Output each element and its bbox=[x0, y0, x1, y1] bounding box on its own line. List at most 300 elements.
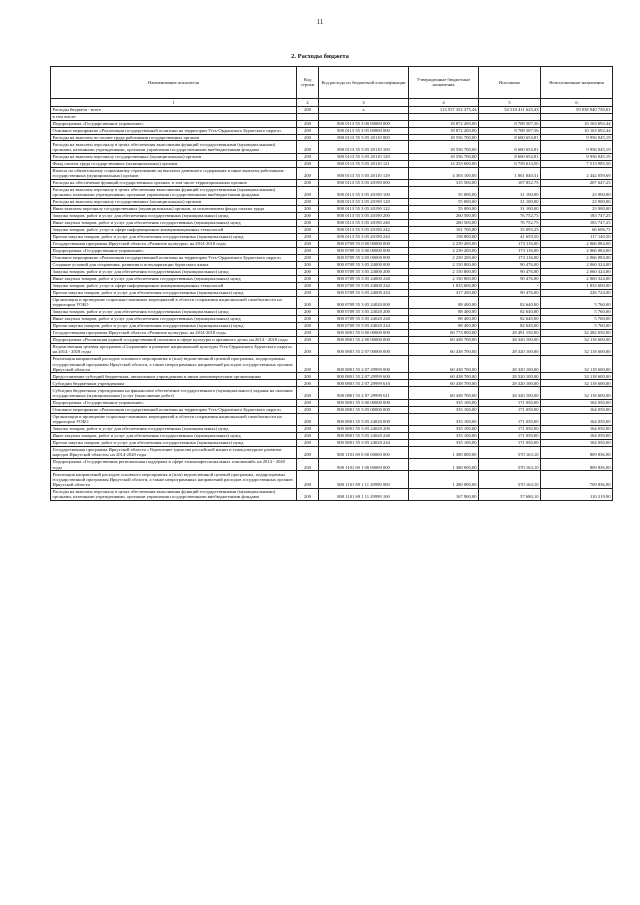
header-unexecuted: Неисполненные назначения bbox=[541, 67, 613, 99]
unexecuted-amount-cell: 2 066 084,00 bbox=[541, 247, 613, 254]
line-code-cell: 200 bbox=[297, 240, 319, 247]
approved-amount-cell: 60 438 700,00 bbox=[409, 356, 479, 373]
classification-code-cell: 800 1101 69 0 00 00000 000 bbox=[319, 446, 409, 458]
unexecuted-amount-cell: 183 747,25 bbox=[541, 219, 613, 226]
indicator-name-cell: Прочая закупка товаров, работ и услуг для обеспечения государственных (муниципальных) нужд bbox=[51, 233, 297, 240]
executed-amount-cell: 107 852,75 bbox=[479, 179, 541, 186]
line-code-cell: 200 bbox=[297, 425, 319, 432]
table-row bbox=[51, 160, 613, 167]
table-row bbox=[51, 387, 613, 399]
approved-amount-cell: 335 100,00 bbox=[409, 439, 479, 446]
approved-amount-cell: 60 773 800,00 bbox=[409, 329, 479, 336]
indicator-name-cell: Расходы на обеспечение функций государственных органов, в том числе территориальных органов bbox=[51, 179, 297, 186]
unexecuted-amount-cell: 110 219,90 bbox=[541, 488, 613, 500]
indicator-name-cell: Прочая закупка товаров, работ и услуг для обеспечения государственных (муниципальных) нужд bbox=[51, 322, 297, 329]
approved-amount-cell: 2 150 800,00 bbox=[409, 275, 479, 282]
unexecuted-amount-cell: 32 118 600,00 bbox=[541, 343, 613, 355]
table-row bbox=[51, 233, 613, 240]
executed-amount-cell: 8 600 654,81 bbox=[479, 141, 541, 153]
approved-amount-cell: 18 872 200,00 bbox=[409, 120, 479, 127]
executed-amount-cell: 8 600 654,81 bbox=[479, 153, 541, 160]
classification-code-cell: 800 0801 55 3 05 24020 244 bbox=[319, 439, 409, 446]
classification-code-cell: 800 0801 55 2 07 29999 000 bbox=[319, 356, 409, 373]
indicator-name-cell: Подпрограмма «Реализация единой государственной политики в сфере культуры и архивного дела» на 2014 - 2018 годы bbox=[51, 336, 297, 343]
column-number: 5 bbox=[479, 98, 541, 106]
table-row bbox=[51, 373, 613, 380]
indicator-name-cell: Создание условий для сохранения, развития и популяризации бурятского языка bbox=[51, 261, 297, 268]
indicator-name-cell: Расходы на выплаты персоналу в целях обеспечения выполнения функций государственными (муниципальными) органами, казенными учреждениями, органами управления государственными внебюджетными фондами bbox=[51, 186, 297, 198]
classification-code-cell: 800 0113 55 3 05 20190 244 bbox=[319, 233, 409, 240]
line-code-cell: 200 bbox=[297, 179, 319, 186]
table-row bbox=[51, 268, 613, 275]
line-code-cell: 200 bbox=[297, 406, 319, 413]
table-row bbox=[51, 120, 613, 127]
classification-code-cell: 800 0801 55 3 05 00000 000 bbox=[319, 406, 409, 413]
classification-code-cell: 800 0709 55 3 05 24000 240 bbox=[319, 275, 409, 282]
approved-amount-cell bbox=[409, 113, 479, 120]
approved-amount-cell: 55 000,00 bbox=[409, 205, 479, 212]
executed-amount-cell: 82 640,00 bbox=[479, 308, 541, 315]
executed-amount-cell: 76 752,75 bbox=[479, 219, 541, 226]
executed-amount-cell: 171 050,00 bbox=[479, 406, 541, 413]
column-number: 4 bbox=[409, 98, 479, 106]
line-code-cell bbox=[297, 113, 319, 120]
line-code-cell: 200 bbox=[297, 329, 319, 336]
indicator-name-cell: Иные закупки товаров, работ и услуг для обеспечения государственных (муниципальных) нужд bbox=[51, 275, 297, 282]
unexecuted-amount-cell: 809 836,90 bbox=[541, 446, 613, 458]
executed-amount-cell: 28 320 100,00 bbox=[479, 373, 541, 380]
line-code-cell: 200 bbox=[297, 160, 319, 167]
indicator-name-cell: Основное мероприятие «Реализация государственной политики на территории Усть-Ордынского Бурятского округа» bbox=[51, 406, 297, 413]
approved-amount-cell: 60 438 700,00 bbox=[409, 343, 479, 355]
line-code-cell: 200 bbox=[297, 275, 319, 282]
table-row bbox=[51, 413, 613, 425]
column-number: 3 bbox=[319, 98, 409, 106]
line-code-cell: 200 bbox=[297, 127, 319, 134]
approved-amount-cell: 2 150 800,00 bbox=[409, 268, 479, 275]
table-row bbox=[51, 141, 613, 153]
table-row bbox=[51, 315, 613, 322]
unexecuted-amount-cell: 2 060 324,00 bbox=[541, 275, 613, 282]
unexecuted-amount-cell bbox=[541, 113, 613, 120]
classification-code-cell: 800 0801 55 0 00 00000 000 bbox=[319, 329, 409, 336]
classification-code-cell: 800 0801 55 2 07 29999 610 bbox=[319, 380, 409, 387]
approved-amount-cell: 2 239 200,00 bbox=[409, 254, 479, 261]
approved-amount-cell: 1 380 000,00 bbox=[409, 458, 479, 470]
unexecuted-amount-cell: 10 163 692,44 bbox=[541, 127, 613, 134]
line-code-cell: 200 bbox=[297, 315, 319, 322]
executed-amount-cell: 31 100,00 bbox=[479, 186, 541, 198]
table-row bbox=[51, 167, 613, 179]
approved-amount-cell: 317 200,00 bbox=[409, 289, 479, 296]
executed-amount-cell: 570 163,10 bbox=[479, 446, 541, 458]
table-row bbox=[51, 308, 613, 315]
executed-amount-cell: 90 476,00 bbox=[479, 275, 541, 282]
table-row bbox=[51, 488, 613, 500]
table-row bbox=[51, 186, 613, 198]
header-executed: Исполнено bbox=[479, 67, 541, 99]
classification-code-cell: 800 0709 55 3 05 24020 240 bbox=[319, 315, 409, 322]
approved-amount-cell: 88 400,00 bbox=[409, 308, 479, 315]
line-code-cell: 200 bbox=[297, 261, 319, 268]
approved-amount-cell: 1 833 600,00 bbox=[409, 282, 479, 289]
table-row bbox=[51, 127, 613, 134]
unexecuted-amount-cell: 164 050,00 bbox=[541, 425, 613, 432]
executed-amount-cell: 57 680,10 bbox=[479, 488, 541, 500]
line-code-cell: 200 bbox=[297, 199, 319, 206]
indicator-name-cell: Организация и проведение социально-значимых мероприятий в области сохранения национальной самобытности на территории УОБО bbox=[51, 413, 297, 425]
indicator-name-cell: Расходы на выплаты персоналу в целях обеспечения выполнения функций государственными (муниципальными) органами, казенными учреждениями, органами управления государственными внебюджетными фондами bbox=[51, 141, 297, 153]
table-row bbox=[51, 254, 613, 261]
indicator-name-cell: Организация и проведение социально-значимых мероприятий в области сохранения национальной самобытности на территории УОБО bbox=[51, 296, 297, 308]
unexecuted-amount-cell: 117 140,50 bbox=[541, 233, 613, 240]
executed-amount-cell: 28 320 100,00 bbox=[479, 387, 541, 399]
approved-amount-cell: 2 239 200,00 bbox=[409, 247, 479, 254]
unexecuted-amount-cell: 23 900,00 bbox=[541, 205, 613, 212]
indicator-name-cell: Реализация направлений расходов основного мероприятия и (или) ведомственной целевой программы, подпрограммы государственной программы Иркутской области, а также непрограммных направлений расходов государственных органов Иркутской области bbox=[51, 356, 297, 373]
unexecuted-amount-cell: 183 747,25 bbox=[541, 212, 613, 219]
classification-code-cell: 800 0113 55 3 05 20110 120 bbox=[319, 153, 409, 160]
classification-code-cell: 800 0801 55 2 00 00000 000 bbox=[319, 336, 409, 343]
table-row bbox=[51, 199, 613, 206]
executed-amount-cell: 28 320 100,00 bbox=[479, 380, 541, 387]
unexecuted-amount-cell: 207 647,25 bbox=[541, 179, 613, 186]
classification-code-cell: 800 0709 55 3 05 24020 200 bbox=[319, 308, 409, 315]
approved-amount-cell: 88 400,00 bbox=[409, 296, 479, 308]
table-row bbox=[51, 446, 613, 458]
approved-amount-cell: 1 280 000,00 bbox=[409, 471, 479, 488]
executed-amount-cell: 6 739 614,50 bbox=[479, 160, 541, 167]
unexecuted-amount-cell: 9 956 045,19 bbox=[541, 153, 613, 160]
unexecuted-amount-cell: 9 956 045,19 bbox=[541, 141, 613, 153]
executed-amount-cell: 35 093,25 bbox=[479, 226, 541, 233]
indicator-name-cell: Реализация направлений расходов основного мероприятия и (или) ведомственной целевой программы, подпрограммы государственной программы Иркутской области, а также непрограммных направлений расходов государственных органов Иркутской области bbox=[51, 471, 297, 488]
classification-code-cell: 800 0709 55 3 05 24000 242 bbox=[319, 282, 409, 289]
table-row bbox=[51, 380, 613, 387]
column-number: 6 bbox=[541, 98, 613, 106]
expenses-table bbox=[50, 66, 613, 501]
indicator-name-cell: Закупка товаров, работ и услуг для обеспечения государственных (муниципальных) нужд bbox=[51, 425, 297, 432]
classification-code-cell: 800 0709 55 3 05 24000 244 bbox=[319, 289, 409, 296]
classification-code-cell: x bbox=[319, 106, 409, 113]
unexecuted-amount-cell: 9 956 045,19 bbox=[541, 134, 613, 141]
indicator-name-cell: Государственная программа Иркутской области «Развитие культуры» на 2014-2018 годы bbox=[51, 240, 297, 247]
indicator-name-cell: Расходы на выплаты персоналу государственных (муниципальных) органов bbox=[51, 199, 297, 206]
approved-amount-cell: 335 100,00 bbox=[409, 425, 479, 432]
line-code-cell: 200 bbox=[297, 439, 319, 446]
line-code-cell: 200 bbox=[297, 322, 319, 329]
unexecuted-amount-cell: 164 050,00 bbox=[541, 439, 613, 446]
approved-amount-cell: 335 100,00 bbox=[409, 406, 479, 413]
indicator-name-cell: Закупка товаров, работ и услуг для обеспечения государственных (муниципальных) нужд bbox=[51, 212, 297, 219]
classification-code-cell: 800 0709 55 3 05 24020 244 bbox=[319, 322, 409, 329]
column-number: 2 bbox=[297, 98, 319, 106]
indicator-name-cell: Подпрограмма «Государственная региональная поддержка в сфере этноконфессиональных отношений» на 2014 - 2020 годы bbox=[51, 458, 297, 470]
unexecuted-amount-cell: 226 724,00 bbox=[541, 289, 613, 296]
executed-amount-cell: 31 100,00 bbox=[479, 205, 541, 212]
classification-code-cell: 800 0113 55 3 05 20190 100 bbox=[319, 186, 409, 198]
approved-amount-cell: 101 700,00 bbox=[409, 226, 479, 233]
executed-amount-cell: 41 659,50 bbox=[479, 233, 541, 240]
classification-code-cell bbox=[319, 113, 409, 120]
indicator-name-cell: Расходы на выплаты по оплате труда работников государственных органов bbox=[51, 134, 297, 141]
indicator-name-cell: в том числе: bbox=[51, 113, 297, 120]
indicator-name-cell: Взносы по обязательному социальному страхованию на выплаты денежного содержания и иные выплаты работникам государственных (муниципальных) органов bbox=[51, 167, 297, 179]
line-code-cell: 200 bbox=[297, 308, 319, 315]
table-row bbox=[51, 134, 613, 141]
executed-amount-cell: 570 163,10 bbox=[479, 471, 541, 488]
line-code-cell: 200 bbox=[297, 226, 319, 233]
table-row bbox=[51, 399, 613, 406]
executed-amount-cell: 8 708 507,56 bbox=[479, 127, 541, 134]
executed-amount-cell: 173 116,00 bbox=[479, 247, 541, 254]
classification-code-cell: 800 0801 55 3 05 24020 200 bbox=[319, 425, 409, 432]
indicator-name-cell: Иные закупки товаров, работ и услуг для обеспечения государственных (муниципальных) нужд bbox=[51, 219, 297, 226]
indicator-name-cell: Расходы на выплаты персоналу в целях обеспечения выполнения функций государственными (муниципальными) органами, казенными учреждениями, органами управления государственными внебюджетными фондами bbox=[51, 488, 297, 500]
unexecuted-amount-cell: 2 060 324,00 bbox=[541, 261, 613, 268]
line-code-cell: 200 bbox=[297, 471, 319, 488]
approved-amount-cell: 88 400,00 bbox=[409, 315, 479, 322]
unexecuted-amount-cell: 10 163 692,44 bbox=[541, 120, 613, 127]
indicator-name-cell: Иные закупки товаров, работ и услуг для обеспечения государственных (муниципальных) нужд bbox=[51, 315, 297, 322]
approved-amount-cell: 113 557 352 375,44 bbox=[409, 106, 479, 113]
indicator-name-cell: Подпрограмма «Государственное управление» bbox=[51, 399, 297, 406]
unexecuted-amount-cell: 5 760,00 bbox=[541, 322, 613, 329]
unexecuted-amount-cell: 59 038 940 750,01 bbox=[541, 106, 613, 113]
table-row bbox=[51, 289, 613, 296]
line-code-cell: 200 bbox=[297, 282, 319, 289]
indicator-name-cell: Закупка товаров, работ, услуг в сфере информационно-коммуникационных технологий bbox=[51, 282, 297, 289]
line-code-cell: 200 bbox=[297, 186, 319, 198]
unexecuted-amount-cell: 23 900,00 bbox=[541, 199, 613, 206]
unexecuted-amount-cell: 32 118 600,00 bbox=[541, 356, 613, 373]
approved-amount-cell: 4 303 100,00 bbox=[409, 167, 479, 179]
table-row bbox=[51, 343, 613, 355]
indicator-name-cell: Фонд оплаты труда государственных (муниципальных) органов bbox=[51, 160, 297, 167]
approved-amount-cell: 2 239 200,00 bbox=[409, 240, 479, 247]
unexecuted-amount-cell: 164 050,00 bbox=[541, 399, 613, 406]
executed-amount-cell: 171 050,00 bbox=[479, 399, 541, 406]
table-row bbox=[51, 275, 613, 282]
approved-amount-cell: 55 000,00 bbox=[409, 186, 479, 198]
unexecuted-amount-cell: 164 050,00 bbox=[541, 432, 613, 439]
executed-amount-cell: 28 320 100,00 bbox=[479, 343, 541, 355]
unexecuted-amount-cell: 5 760,00 bbox=[541, 308, 613, 315]
unexecuted-amount-cell: 32 282 650,00 bbox=[541, 329, 613, 336]
approved-amount-cell: 335 100,00 bbox=[409, 399, 479, 406]
approved-amount-cell: 55 000,00 bbox=[409, 199, 479, 206]
line-code-cell: 200 bbox=[297, 432, 319, 439]
table-row bbox=[51, 322, 613, 329]
approved-amount-cell: 60 438 700,00 bbox=[409, 373, 479, 380]
executed-amount-cell: 28 491 150,00 bbox=[479, 329, 541, 336]
unexecuted-amount-cell: 32 118 600,00 bbox=[541, 336, 613, 343]
table-row bbox=[51, 205, 613, 212]
classification-code-cell: 800 0113 55 3 05 20110 100 bbox=[319, 141, 409, 153]
approved-amount-cell: 260 500,00 bbox=[409, 212, 479, 219]
unexecuted-amount-cell: 809 836,90 bbox=[541, 458, 613, 470]
indicator-name-cell: Основное мероприятие «Реализация государственной политики на территории Усть-Ордынского Бурятского округа» bbox=[51, 254, 297, 261]
executed-amount-cell: 1 861 040,31 bbox=[479, 167, 541, 179]
line-code-cell: 200 bbox=[297, 387, 319, 399]
classification-code-cell: 800 0113 55 3 00 00000 000 bbox=[319, 120, 409, 127]
table-row bbox=[51, 106, 613, 113]
line-code-cell: 200 bbox=[297, 219, 319, 226]
approved-amount-cell: 1 380 000,00 bbox=[409, 446, 479, 458]
approved-amount-cell: 88 400,00 bbox=[409, 322, 479, 329]
indicator-name-cell: Расходы бюджета - всего bbox=[51, 106, 297, 113]
unexecuted-amount-cell: 2 442 059,69 bbox=[541, 167, 613, 179]
approved-amount-cell: 18 556 700,00 bbox=[409, 141, 479, 153]
classification-code-cell: 800 1101 69 1 00 00000 000 bbox=[319, 458, 409, 470]
line-code-cell: 200 bbox=[297, 296, 319, 308]
line-code-cell: 200 bbox=[297, 153, 319, 160]
table-row bbox=[51, 240, 613, 247]
classification-code-cell: 800 0113 55 3 05 20190 200 bbox=[319, 212, 409, 219]
approved-amount-cell: 18 556 700,00 bbox=[409, 153, 479, 160]
executed-amount-cell: 8 708 507,56 bbox=[479, 120, 541, 127]
indicator-name-cell: Ведомственная целевая программа «Сохранение и развитие национальной культуры Усть-Ордынского Бурятского округа» на 2014 - 2018 годы bbox=[51, 343, 297, 355]
unexecuted-amount-cell: 5 760,00 bbox=[541, 315, 613, 322]
classification-code-cell: 800 0113 55 3 05 20110 129 bbox=[319, 167, 409, 179]
line-code-cell: 200 bbox=[297, 233, 319, 240]
executed-amount-cell: 8 600 654,81 bbox=[479, 134, 541, 141]
line-code-cell: 200 bbox=[297, 380, 319, 387]
executed-amount-cell: 82 640,00 bbox=[479, 296, 541, 308]
classification-code-cell: 800 0113 55 3 05 20110 000 bbox=[319, 134, 409, 141]
section-title: 2. Расходы бюджета bbox=[291, 53, 349, 60]
classification-code-cell: 800 1101 69 1 11 29999 000 bbox=[319, 471, 409, 488]
page-number: 11 bbox=[316, 18, 324, 26]
classification-code-cell: 800 0709 55 3 05 24000 000 bbox=[319, 261, 409, 268]
executed-amount-cell: 54 518 411 625,43 bbox=[479, 106, 541, 113]
executed-amount-cell: 82 640,00 bbox=[479, 315, 541, 322]
approved-amount-cell: 158 800,00 bbox=[409, 233, 479, 240]
table-row bbox=[51, 113, 613, 120]
indicator-name-cell: Расходы на выплаты персоналу государственных (муниципальных) органов bbox=[51, 153, 297, 160]
unexecuted-amount-cell: 32 118 600,00 bbox=[541, 387, 613, 399]
indicator-name-cell: Предоставление субсидий бюджетным, автономным учреждениям и иным некоммерческим организациям bbox=[51, 373, 297, 380]
line-code-cell: 200 bbox=[297, 120, 319, 127]
classification-code-cell: 800 0801 55 3 00 00000 000 bbox=[319, 399, 409, 406]
indicator-name-cell: Основное мероприятие «Реализация государственной политики на территории Усть-Ордынского Бурятского округа» bbox=[51, 127, 297, 134]
line-code-cell: 200 bbox=[297, 141, 319, 153]
table-row bbox=[51, 471, 613, 488]
header-line-code: Код строки bbox=[297, 67, 319, 99]
table-row bbox=[51, 439, 613, 446]
approved-amount-cell: 60 438 700,00 bbox=[409, 336, 479, 343]
line-code-cell: 200 bbox=[297, 106, 319, 113]
table-row bbox=[51, 226, 613, 233]
table-row bbox=[51, 219, 613, 226]
classification-code-cell: 800 0801 55 2 07 00000 000 bbox=[319, 343, 409, 355]
column-number-row bbox=[51, 98, 613, 106]
executed-amount-cell: 28 320 100,00 bbox=[479, 356, 541, 373]
executed-amount-cell: 171 050,00 bbox=[479, 425, 541, 432]
indicator-name-cell: Государственная программа Иркутской области «Укрепление единства российской нации и этнокультурное развитие народов Иркутской области» на 2014-2020 годы bbox=[51, 446, 297, 458]
executed-amount-cell: 570 163,10 bbox=[479, 458, 541, 470]
indicator-name-cell: Субсидии бюджетным учреждениям на финансовое обеспечение государственного (муниципального) задания на оказание государственных (муниципальных) услуг (выполнение работ) bbox=[51, 387, 297, 399]
unexecuted-amount-cell: 32 118 600,00 bbox=[541, 373, 613, 380]
unexecuted-amount-cell: 7 513 985,50 bbox=[541, 160, 613, 167]
classification-code-cell: 800 0709 55 3 05 24000 200 bbox=[319, 268, 409, 275]
header-indicator: Наименование показателя bbox=[51, 67, 297, 99]
classification-code-cell: 800 0113 55 3 05 20190 122 bbox=[319, 205, 409, 212]
table-row bbox=[51, 329, 613, 336]
header-approved: Утвержденные бюджетные назначения bbox=[409, 67, 479, 99]
unexecuted-amount-cell: 32 118 600,00 bbox=[541, 380, 613, 387]
unexecuted-amount-cell: 5 760,00 bbox=[541, 296, 613, 308]
table-row bbox=[51, 212, 613, 219]
unexecuted-amount-cell: 1 833 600,00 bbox=[541, 282, 613, 289]
classification-code-cell: 800 0113 55 3 05 20190 240 bbox=[319, 219, 409, 226]
indicator-name-cell: Прочая закупка товаров, работ и услуг для обеспечения государственных (муниципальных) нужд bbox=[51, 289, 297, 296]
executed-amount-cell: 173 116,00 bbox=[479, 240, 541, 247]
table-row bbox=[51, 261, 613, 268]
indicator-name-cell: Закупка товаров, работ и услуг для обеспечения государственных (муниципальных) нужд bbox=[51, 308, 297, 315]
indicator-name-cell: Прочая закупка товаров, работ и услуг для обеспечения государственных (муниципальных) нужд bbox=[51, 439, 297, 446]
executed-amount-cell: 31 100,00 bbox=[479, 199, 541, 206]
classification-code-cell: 800 0709 55 0 00 00000 000 bbox=[319, 240, 409, 247]
classification-code-cell: 800 0709 55 3 05 24020 000 bbox=[319, 296, 409, 308]
approved-amount-cell: 260 500,00 bbox=[409, 219, 479, 226]
approved-amount-cell: 335 100,00 bbox=[409, 413, 479, 425]
unexecuted-amount-cell: 164 050,00 bbox=[541, 413, 613, 425]
table-row bbox=[51, 153, 613, 160]
line-code-cell: 200 bbox=[297, 205, 319, 212]
approved-amount-cell: 167 900,00 bbox=[409, 488, 479, 500]
classification-code-cell: 800 0113 55 3 05 20190 120 bbox=[319, 199, 409, 206]
unexecuted-amount-cell: 164 050,00 bbox=[541, 406, 613, 413]
table-row bbox=[51, 425, 613, 432]
classification-code-cell: 800 0113 55 3 05 20190 000 bbox=[319, 179, 409, 186]
classification-code-cell: 800 1101 69 1 11 29999 100 bbox=[319, 488, 409, 500]
line-code-cell: 200 bbox=[297, 212, 319, 219]
classification-code-cell: 800 0709 55 3 00 00000 000 bbox=[319, 247, 409, 254]
approved-amount-cell: 60 438 700,00 bbox=[409, 387, 479, 399]
table-row bbox=[51, 247, 613, 254]
column-number: 1 bbox=[51, 98, 297, 106]
line-code-cell: 200 bbox=[297, 413, 319, 425]
unexecuted-amount-cell: 2 066 084,00 bbox=[541, 254, 613, 261]
unexecuted-amount-cell: 2 066 084,00 bbox=[541, 240, 613, 247]
classification-code-cell: 800 0801 55 2 07 29999 611 bbox=[319, 387, 409, 399]
executed-amount-cell: 76 752,75 bbox=[479, 212, 541, 219]
classification-code-cell: 800 0801 55 3 05 24020 240 bbox=[319, 432, 409, 439]
unexecuted-amount-cell: 23 900,00 bbox=[541, 186, 613, 198]
indicator-name-cell: Субсидии бюджетным учреждениям bbox=[51, 380, 297, 387]
executed-amount-cell: 171 050,00 bbox=[479, 413, 541, 425]
executed-amount-cell: 90 476,00 bbox=[479, 268, 541, 275]
table-row bbox=[51, 179, 613, 186]
approved-amount-cell: 18 872 200,00 bbox=[409, 127, 479, 134]
executed-amount-cell: 173 116,00 bbox=[479, 254, 541, 261]
indicator-name-cell: Закупка товаров, работ и услуг для обеспечения государственных (муниципальных) нужд bbox=[51, 268, 297, 275]
line-code-cell: 200 bbox=[297, 167, 319, 179]
table-row bbox=[51, 296, 613, 308]
header-classification-code: Код расхода по бюджетной классификации bbox=[319, 67, 409, 99]
classification-code-cell: 800 0113 55 3 05 20190 242 bbox=[319, 226, 409, 233]
line-code-cell: 200 bbox=[297, 488, 319, 500]
unexecuted-amount-cell: 709 836,90 bbox=[541, 471, 613, 488]
table-row bbox=[51, 432, 613, 439]
line-code-cell: 200 bbox=[297, 289, 319, 296]
executed-amount-cell: - bbox=[479, 282, 541, 289]
executed-amount-cell: 82 640,00 bbox=[479, 322, 541, 329]
executed-amount-cell: 90 476,00 bbox=[479, 289, 541, 296]
approved-amount-cell: 18 556 700,00 bbox=[409, 134, 479, 141]
line-code-cell: 200 bbox=[297, 254, 319, 261]
